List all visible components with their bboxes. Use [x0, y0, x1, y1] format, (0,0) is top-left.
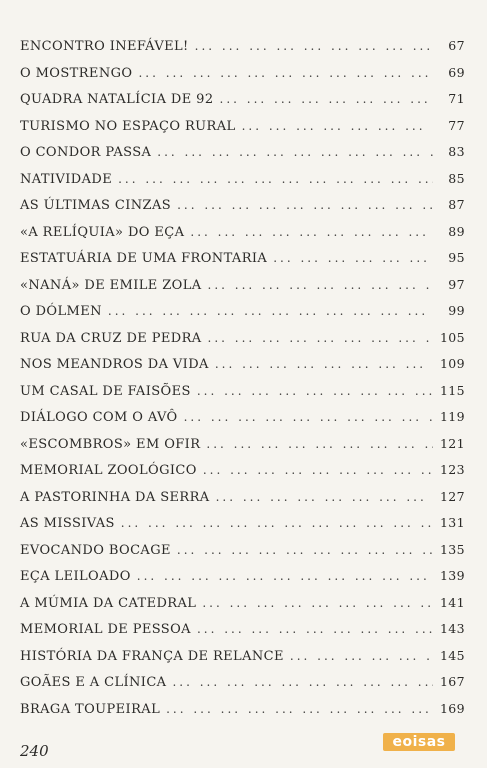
toc-entry [20, 38, 465, 65]
toc-entry-page: 77 [448, 117, 465, 133]
toc-entry-title: NOS MEANDROS DA VIDA [20, 357, 209, 372]
toc-entry [20, 674, 465, 701]
toc-entry-title: NATIVIDADE [20, 171, 113, 187]
toc-entry-title: A MÚMIA DA CATEDRAL [20, 595, 197, 611]
toc-entry-title: UM CASAL DE FAISÕES [20, 383, 191, 399]
toc-entry [20, 250, 465, 277]
toc-entry-title: QUADRA NATALÍCIA DE 92 [20, 92, 214, 107]
toc-entry [20, 462, 465, 489]
toc-entry-title: AS ÚLTIMAS CINZAS [20, 198, 172, 213]
toc-leader-dots [215, 357, 433, 371]
toc-leader-dots [108, 304, 433, 318]
toc-entry-page: 135 [439, 541, 465, 557]
toc-entry-page: 141 [439, 594, 465, 610]
toc-entry-page: 167 [439, 674, 465, 689]
toc-entry [20, 303, 465, 330]
toc-entry-page: 109 [439, 356, 465, 371]
toc-entry [20, 648, 465, 675]
toc-entry [20, 118, 465, 145]
toc-entry [20, 621, 465, 648]
toc-entry-title: EVOCANDO BOCAGE [20, 542, 171, 558]
toc-entry [20, 171, 465, 198]
toc-entry [20, 568, 465, 595]
toc-leader-dots [197, 384, 433, 398]
toc-leader-dots [118, 172, 433, 186]
toc-leader-dots [177, 198, 433, 212]
toc-entry-page: 99 [448, 303, 465, 318]
toc-leader-dots [208, 331, 433, 345]
toc-entry-page: 119 [439, 409, 465, 424]
toc-entry [20, 224, 465, 251]
toc-leader-dots [197, 622, 433, 636]
toc-entry-title: «ESCOMBROS» EM OFIR [20, 436, 201, 452]
toc-leader-dots [172, 675, 433, 689]
toc-entry [20, 65, 465, 92]
toc-entry [20, 91, 465, 118]
toc-entry-page: 71 [448, 91, 465, 106]
toc-entry-page: 143 [439, 621, 465, 636]
toc-entry-page: 95 [448, 250, 465, 265]
toc-entry-page: 121 [439, 435, 465, 451]
toc-leader-dots [203, 463, 433, 477]
toc-entry-title: GOÃES E A CLÍNICA [20, 675, 167, 690]
toc-entry-title: «A RELÍQUIA» DO EÇA [20, 224, 185, 240]
toc-entry-title: ESTATUÁRIA DE UMA FRONTARIA [20, 251, 268, 266]
toc-entry [20, 197, 465, 224]
toc-leader-dots [190, 225, 433, 239]
toc-leader-dots [216, 490, 433, 504]
toc-leader-dots [177, 543, 433, 557]
toc-leader-dots [273, 251, 433, 265]
toc-entry-title: MEMORIAL ZOOLÓGICO [20, 463, 197, 478]
toc-entry-title: O DÓLMEN [20, 304, 102, 319]
toc-entry-page: 87 [448, 197, 465, 212]
toc-entry-title: ENCONTRO INEFÁVEL! [20, 39, 189, 54]
toc-leader-dots [184, 410, 433, 424]
toc-leader-dots [206, 437, 433, 451]
toc-entry-page: 139 [439, 568, 465, 583]
toc-entry [20, 330, 465, 357]
toc-entry-page: 123 [439, 462, 465, 477]
toc-entry-page: 83 [448, 144, 465, 159]
toc-entry-page: 67 [448, 38, 465, 53]
toc-entry [20, 144, 465, 171]
toc-leader-dots [242, 119, 433, 133]
toc-leader-dots [290, 649, 433, 663]
toc-entry-title: O MOSTRENGO [20, 65, 133, 81]
toc-leader-dots [195, 39, 433, 53]
toc-entry [20, 409, 465, 436]
toc-entry-title: RUA DA CRUZ DE PEDRA [20, 330, 202, 346]
toc-leader-dots [220, 92, 434, 106]
toc-entry-title: BRAGA TOUPEIRAL [20, 701, 161, 717]
toc-entry [20, 277, 465, 304]
toc-leader-dots [157, 145, 433, 159]
toc-entry-page: 127 [439, 488, 465, 504]
toc-entry [20, 595, 465, 622]
toc-entry-page: 89 [448, 223, 465, 239]
toc-entry-page: 115 [439, 382, 465, 398]
toc-entry-title: DIÁLOGO COM O AVÔ [20, 410, 178, 425]
toc-entry-page: 131 [439, 515, 465, 530]
toc-leader-dots [208, 278, 433, 292]
toc-leader-dots [137, 569, 433, 583]
toc-entry-title: «NANÁ» DE EMILE ZOLA [20, 277, 202, 293]
toc-entry-title: TURISMO NO ESPAÇO RURAL [20, 118, 236, 134]
toc-leader-dots [121, 516, 433, 530]
toc-entry [20, 701, 465, 728]
toc-leader-dots [138, 66, 433, 80]
toc-entry [20, 489, 465, 516]
toc-entry [20, 356, 465, 383]
toc-entry-page: 69 [448, 64, 465, 80]
toc-entry-title: EÇA LEILOADO [20, 569, 131, 584]
toc-entry [20, 542, 465, 569]
toc-leader-dots [202, 596, 433, 610]
table-of-contents [20, 38, 465, 727]
toc-entry-page: 169 [439, 700, 465, 716]
toc-entry [20, 436, 465, 463]
toc-entry-title: A PASTORINHA DA SERRA [20, 489, 210, 505]
toc-entry-title: HISTÓRIA DA FRANÇA DE RELANCE [20, 648, 284, 664]
toc-entry-title: MEMORIAL DE PESSOA [20, 622, 191, 637]
toc-entry-title: O CONDOR PASSA [20, 145, 152, 160]
toc-entry-title: AS MISSIVAS [20, 516, 115, 531]
toc-leader-dots [166, 702, 433, 716]
toc-entry-page: 145 [439, 647, 465, 663]
toc-entry-page: 85 [448, 170, 465, 186]
toc-entry [20, 383, 465, 410]
toc-entry [20, 515, 465, 542]
watermark-logo: eoisas [383, 733, 455, 751]
toc-entry-page: 97 [448, 276, 465, 292]
page-number: 240 [20, 742, 49, 760]
toc-entry-page: 105 [439, 329, 465, 345]
